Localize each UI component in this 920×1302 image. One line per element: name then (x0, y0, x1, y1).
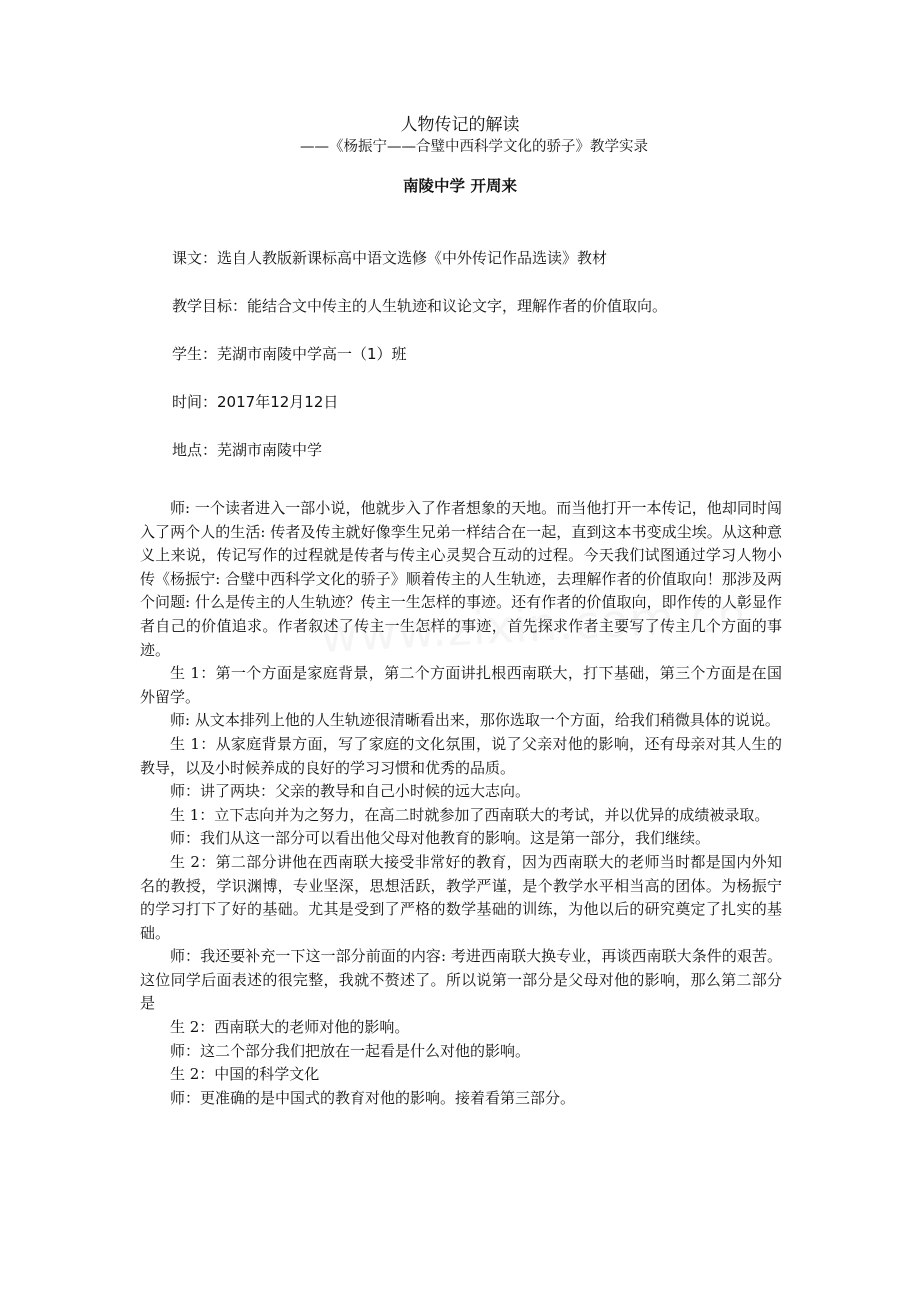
info-row-text (172, 246, 792, 270)
info-row-time (172, 390, 792, 414)
paragraph: 师：更准确的是中国式的教育对他的影响。接着看第三部分。 (170, 1088, 576, 1107)
info-row-students (172, 342, 792, 366)
info-key: 地点： (172, 441, 218, 459)
paragraph: 生 1：从家庭背景方面，写了家庭的文化氛围，说了父亲对他的影响，还有母亲对其人生的教导，以及小时候养成的良好的学习习惯和优秀的品质。 (140, 734, 782, 777)
transcript-body (140, 497, 782, 1110)
paragraph: 师: 一个读者进入一部小说，他就步入了作者想象的天地。而当他打开一本传记，他却同时闯入了两个人的生活: 传者及传主就好像孪生兄弟一样结合在一起，直到这本书变成尘埃。从这种意义上来说，传记写作的过程就是传者与传主心灵契合互动的过程。今天我们试图通过学习人物小传《杨振宁: 合璧中西科学文化的骄子》顺着传主的人生轨迹，去理解作者的价值取向！那涉及两个问题: 什么是传主的人生轨迹？传主一生怎样的事迹。还有作者的价值取向，即作传的人彰显作者自己的价值追求。作者叙述了传主一生怎样的事迹，首先探求作者主要写了传主几个方面的事迹。 (140, 499, 782, 659)
document-subtitle: ——《杨振宁——合璧中西科学文化的骄子》教学实录 (300, 139, 648, 155)
info-value: 芜湖市南陵中学高一（1）班 (217, 345, 407, 363)
info-key: 学生： (172, 345, 218, 363)
document-author: 南陵中学 开周来 (403, 177, 517, 195)
info-value: 选自人教版新课标高中语文选修《中外传记作品选读》教材 (217, 249, 608, 267)
info-key: 时间： (172, 393, 218, 411)
document-title: 人物传记的解读 (400, 115, 520, 135)
paragraph: 师：我还要补充一下这一部分前面的内容: 考进西南联大换专业，再谈西南联大条件的艰苦。这位同学后面表述的很完整，我就不赘述了。所以说第一部分是父母对他的影响，那么第二部分是 (140, 947, 782, 1013)
info-row-place (172, 438, 792, 462)
info-key: 课文： (172, 249, 218, 267)
paragraph: 师：我们从这一部分可以看出他父母对他教育的影响。这是第一部分，我们继续。 (170, 829, 711, 848)
info-value: 芜湖市南陵中学 (217, 441, 323, 459)
paragraph: 生 2：第二部分讲他在西南联大接受非常好的教育，因为西南联大的老师当时都是国内外知名的教授，学识渊博，专业坚深，思想活跃，教学严谨，是个教学水平相当高的团体。为杨振宁的学习打下了好的基础。尤其是受到了严格的数学基础的训练，为他以后的研究奠定了扎实的基础。 (140, 852, 782, 942)
paragraph: 生 2：中国的科学文化 (170, 1065, 320, 1084)
paragraph: 师：这二个部分我们把放在一起看是什么对他的影响。 (170, 1041, 531, 1060)
paragraph: 生 1：立下志向并为之努力，在高二时就参加了西南联大的考试，并以优异的成绩被录取。 (170, 805, 770, 824)
info-row-goal (172, 294, 792, 318)
info-value: 能结合文中传主的人生轨迹和议论文字，理解作者的价值取向。 (247, 297, 668, 315)
paragraph: 生 1：第一个方面是家庭背景，第二个方面讲扎根西南联大，打下基础，第三个方面是在国外留学。 (140, 664, 782, 706)
paragraph: 生 2：西南联大的老师对他的影响。 (170, 1018, 410, 1037)
paragraph: 师: 从文本排列上他的人生轨迹很清晰看出来，那你选取一个方面，给我们稍微具体的说说。 (170, 711, 780, 730)
info-value: 2017年12月12日 (217, 393, 339, 411)
info-key: 教学目标： (172, 297, 248, 315)
paragraph: 师：讲了两块：父亲的教导和自己小时候的远大志向。 (170, 782, 531, 801)
